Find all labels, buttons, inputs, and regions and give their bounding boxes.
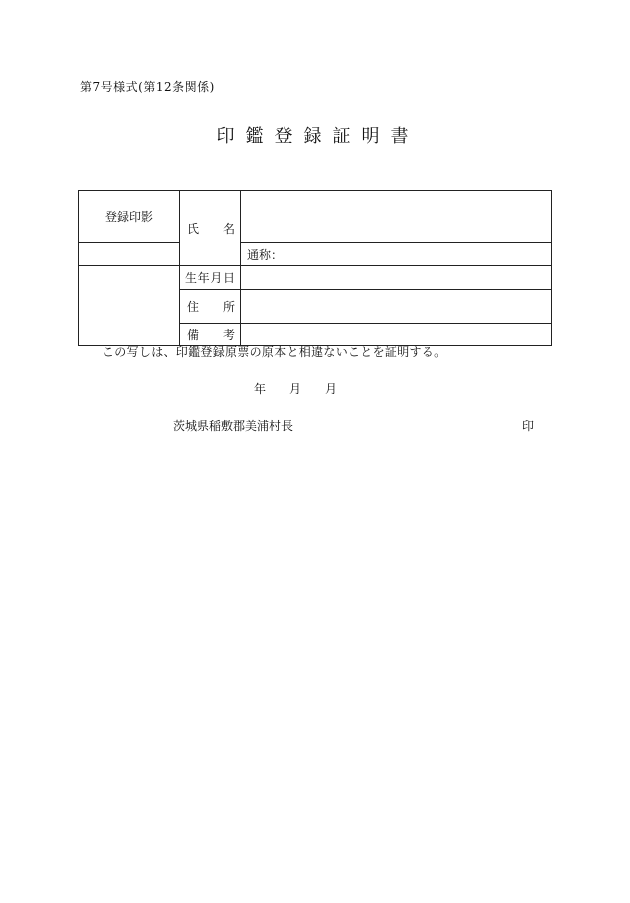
seal-mark: 印 bbox=[522, 419, 535, 433]
issuer-name: 茨城県稲敷郡美浦村長 bbox=[173, 419, 294, 433]
certificate-table bbox=[78, 190, 552, 346]
remarks-label: 備 考 bbox=[187, 328, 235, 342]
name-value-cell bbox=[241, 191, 552, 243]
seal-impression-upper-blank bbox=[79, 243, 180, 266]
birthdate-label: 生 年 月 日 bbox=[185, 271, 235, 285]
form-number: 第7号様式(第12条関係) bbox=[80, 80, 215, 94]
date-month: 月 bbox=[289, 382, 302, 396]
name-label: 氏 名 bbox=[187, 221, 235, 236]
seal-impression-label-cell bbox=[79, 191, 180, 243]
alias-cell bbox=[241, 243, 552, 266]
date-day: 月 bbox=[325, 382, 338, 396]
birthdate-value-cell bbox=[241, 266, 552, 290]
address-label-cell bbox=[180, 290, 241, 324]
date-year: 年 bbox=[254, 382, 267, 396]
birthdate-label-cell bbox=[180, 266, 241, 290]
seal-impression-label: 登録印影 bbox=[104, 210, 153, 224]
address-label: 住 所 bbox=[187, 300, 235, 314]
name-label-cell bbox=[180, 191, 241, 266]
alias-label: 通称： bbox=[247, 247, 284, 262]
document-title: 印鑑登録証明書 bbox=[216, 126, 420, 147]
certification-statement: この写しは、印鑑登録原票の原本と相違ないことを証明する。 bbox=[102, 345, 447, 359]
date-line bbox=[254, 380, 337, 397]
seal-impression-area bbox=[79, 266, 180, 346]
address-value-cell bbox=[241, 290, 552, 324]
